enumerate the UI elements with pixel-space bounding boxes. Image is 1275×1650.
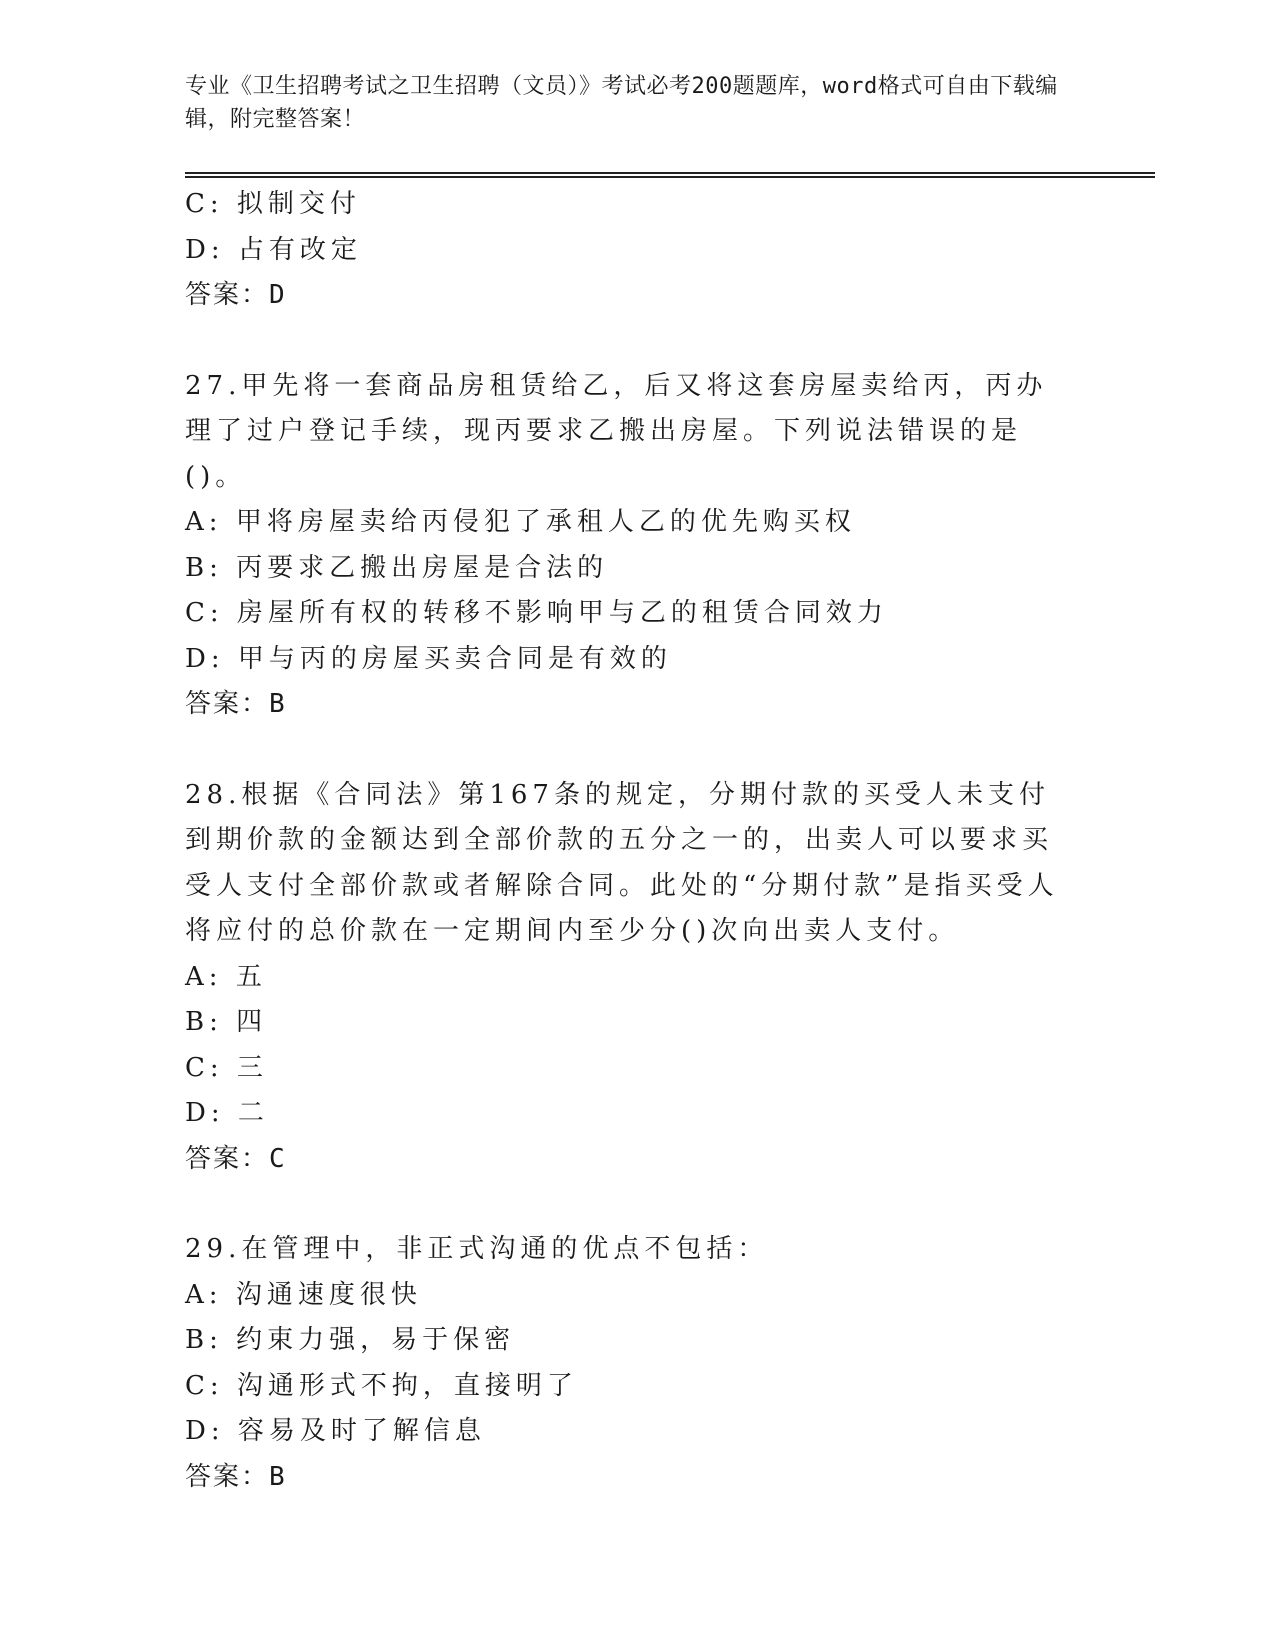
option-text: 四 <box>236 1007 268 1037</box>
answer-line <box>185 273 1155 319</box>
document-page <box>185 70 1155 1500</box>
question-block-28 <box>185 773 1155 1183</box>
question-content <box>185 182 1155 1500</box>
option-text: 五 <box>235 961 267 992</box>
option-text: 房屋所有权的转移不影响甲与乙的租赁合同效力 <box>236 598 888 628</box>
option-a <box>185 500 1155 546</box>
option-text: 占有改定 <box>237 234 362 265</box>
divider-line <box>185 172 1155 174</box>
answer-value: C <box>269 1143 287 1174</box>
option-letter: C: <box>185 1370 224 1401</box>
option-text: 沟通速度很快 <box>235 1279 422 1310</box>
answer-line <box>185 1455 1155 1501</box>
option-d <box>185 637 1155 683</box>
option-text: 容易及时了解信息 <box>237 1416 486 1446</box>
option-letter: A: <box>185 961 223 992</box>
answer-label: 答案： <box>185 280 270 310</box>
option-text: 甲将房屋卖给丙侵犯了承租人乙的优先购买权 <box>235 507 856 537</box>
option-letter: B: <box>185 1007 223 1037</box>
divider-line <box>185 176 1155 178</box>
option-letter: A: <box>185 507 223 537</box>
option-text: 丙要求乙搬出房屋是合法的 <box>236 552 609 583</box>
document-header: 专业《卫生招聘考试之卫生招聘（文员）》考试必考200题题库，word格式可自由下载编辑，附完整答案！ <box>185 74 1058 132</box>
answer-value: B <box>269 689 287 719</box>
option-letter: B: <box>185 1325 223 1355</box>
question-block-26 <box>185 182 1155 319</box>
option-text: 约束力强，易于保密 <box>236 1325 516 1355</box>
answer-line <box>185 682 1155 728</box>
question-stem: 29.在管理中，非正式沟通的优点不包括： <box>185 1234 769 1264</box>
answer-label: 答案： <box>185 689 270 719</box>
answer-line <box>185 1137 1155 1183</box>
option-letter: D: <box>185 234 225 265</box>
option-c <box>185 1046 1155 1092</box>
option-text: 三 <box>236 1052 268 1083</box>
option-c <box>185 182 1155 228</box>
question-block-27 <box>185 364 1155 728</box>
answer-value: B <box>269 1461 287 1492</box>
option-letter: D: <box>185 1098 225 1128</box>
option-b <box>185 1318 1155 1364</box>
option-letter: D: <box>185 1416 225 1446</box>
option-c <box>185 1364 1155 1410</box>
header-divider <box>185 172 1155 178</box>
answer-value: D <box>269 280 287 310</box>
option-b <box>185 546 1155 592</box>
option-letter: B: <box>185 552 223 583</box>
answer-label: 答案： <box>185 1461 270 1492</box>
option-c <box>185 591 1155 637</box>
option-b <box>185 1000 1155 1046</box>
answer-label: 答案： <box>185 1143 270 1174</box>
option-text: 拟制交付 <box>236 189 361 219</box>
option-text: 二 <box>237 1098 269 1128</box>
option-text: 甲与丙的房屋买卖合同是有效的 <box>237 643 672 674</box>
option-d <box>185 228 1155 274</box>
question-stem: 28.根据《合同法》第167条的规定，分期付款的买受人未支付到期价款的金额达到全部价款的五分之一的，出卖人可以要求买受人支付全部价款或者解除合同。此处的“分期付款”是指买受人将应付的总价款在一定期间内至少分()次向出卖人支付。 <box>185 779 1059 946</box>
option-a <box>185 955 1155 1001</box>
option-d <box>185 1409 1155 1455</box>
option-letter: C: <box>185 189 224 219</box>
option-letter: D: <box>185 643 225 674</box>
question-block-29 <box>185 1227 1155 1500</box>
option-letter: C: <box>185 1052 224 1083</box>
option-letter: A: <box>185 1279 223 1310</box>
option-letter: C: <box>185 598 224 628</box>
option-a <box>185 1273 1155 1319</box>
option-d <box>185 1091 1155 1137</box>
option-text: 沟通形式不拘，直接明了 <box>236 1370 578 1401</box>
question-stem: 27.甲先将一套商品房租赁给乙，后又将这套房屋卖给丙，丙办理了过户登记手续，现丙要求乙搬出房屋。下列说法错误的是()。 <box>185 370 1048 492</box>
